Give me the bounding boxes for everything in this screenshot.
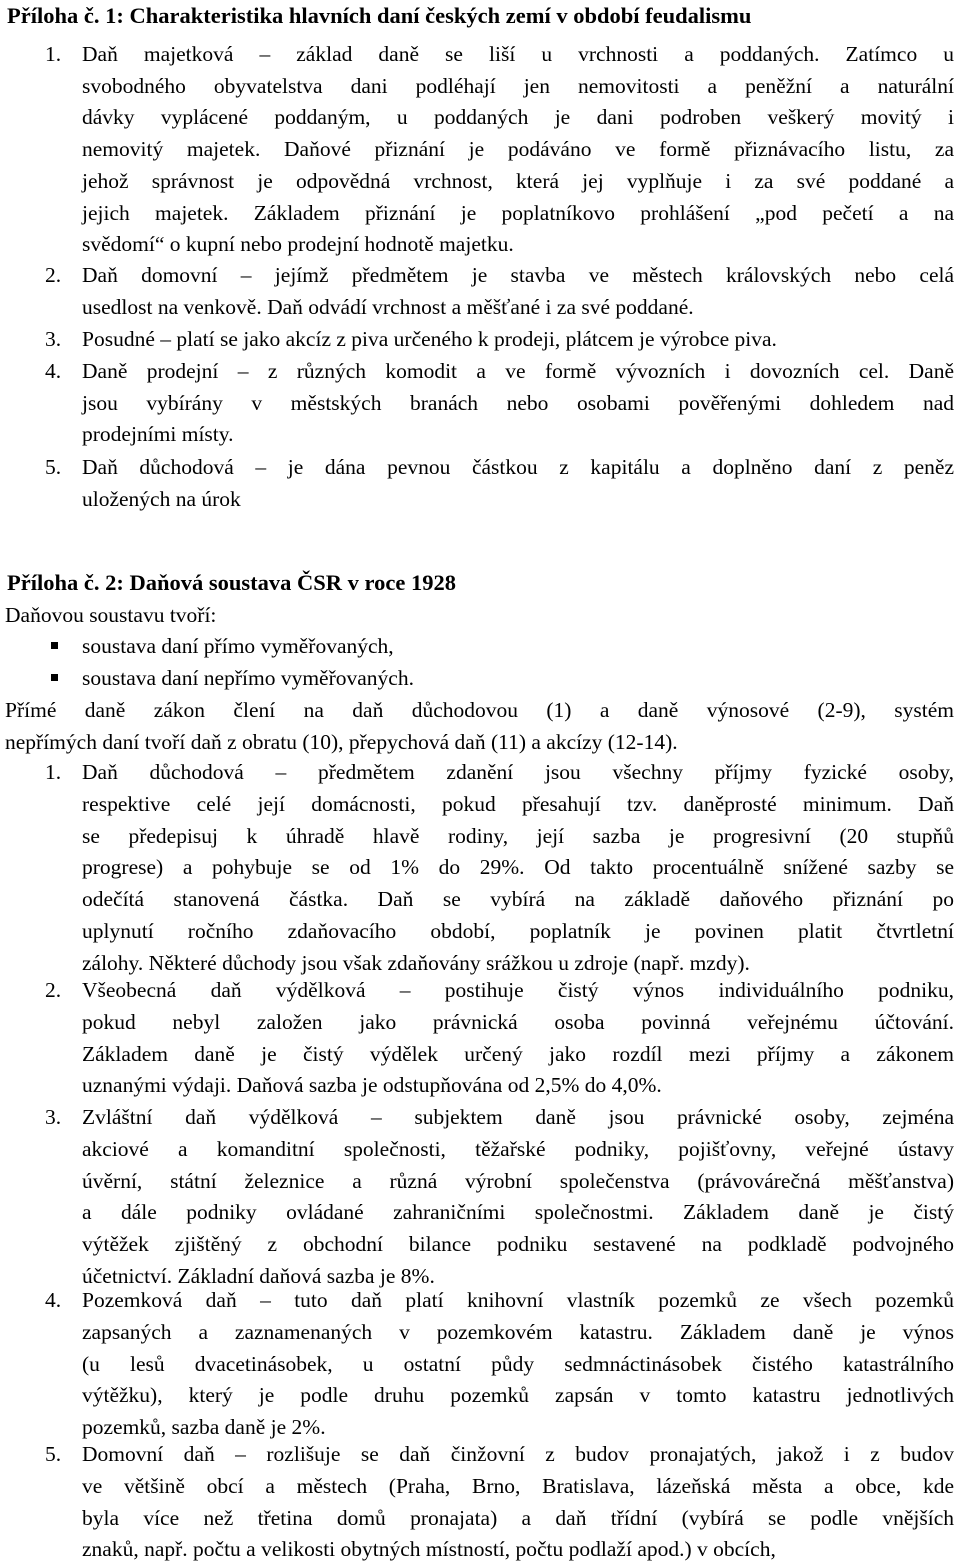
list-item-line: jsou vybírány v městských branách nebo osobami pověřenými dohledem nad <box>82 390 954 415</box>
list-item-line: uložených na úrok <box>82 486 241 511</box>
list-item-number: 3. <box>45 1105 62 1129</box>
list-item-line: uplynutí ročního zdaňovacího období, poplatník je povinen platit čtvrtletní <box>82 919 954 943</box>
list-item-line: pokud nebyl založen jako právnická osoba povinná veřejnému účtování. <box>82 1009 954 1034</box>
annex2-intro: Daňovou soustavu tvoří: <box>5 603 217 627</box>
bullet-square-icon <box>51 642 58 649</box>
list-item-line: Posudné – platí se jako akcíz z piva určeného k prodeji, plátcem je výrobce piva. <box>82 327 777 351</box>
list-item-line: úvěrní, státní železnice a různá výrobní společenstva (právovárečná měšťanstva) <box>82 1168 954 1193</box>
list-item-line: uznanými výdaji. Daňová sazba je odstupňována od 2,5% do 4,0%. <box>82 1073 662 1098</box>
list-item-line: (u lesů dvacetinásobek, u ostatní půdy sedmnáctinásobek čistého katastrálního <box>82 1351 954 1376</box>
list-item-line: Daň důchodová – je dána pevnou částkou z kapitálu a doplněno daní z peněz <box>82 455 954 479</box>
list-item-line: odečítá stanovená částka. Daň se vybírá na základě daňového přiznání po <box>82 887 954 912</box>
list-item-line: jehož správnost je odpovědná vrchnost, která jej vyplňuje i za své poddané a <box>82 168 954 193</box>
list-item-line: svědomí“ o kupní nebo prodejní hodnotě majetku. <box>82 232 514 257</box>
list-item-line: Daně prodejní – z různých komodit a ve formě vývozních i dovozních cel. Daně <box>82 359 954 383</box>
annex2-paragraph-line: Přímé daně zákon člení na daň důchodovou (1) a daně výnosové (2-9), systém <box>5 698 954 722</box>
list-item-number: 4. <box>45 1288 62 1312</box>
list-item-line: respektive celé její domácnosti, pokud přesahují tzv. daněprosté minimum. Daň <box>82 791 954 816</box>
annex1-title: Příloha č. 1: Charakteristika hlavních daní českých zemí v období feudalismu <box>7 3 752 28</box>
list-item-line: Pozemková daň – tuto daň platí knihovní vlastník pozemků ze všech pozemků <box>82 1288 954 1312</box>
list-item-line: výtěžku), který je podle druhu pozemků zapsán v tomto katastru jednotlivých <box>82 1383 954 1408</box>
bullet-square-icon <box>51 674 58 681</box>
list-item-line: nemovitý majetek. Daňové přiznání je podáváno ve formě přiznávacího listu, za <box>82 137 954 162</box>
annex2-title: Příloha č. 2: Daňová soustava ČSR v roce 1928 <box>7 570 456 595</box>
list-item-number: 3. <box>45 327 62 351</box>
list-item-number: 1. <box>45 42 62 66</box>
list-item-number: 5. <box>45 1442 62 1466</box>
list-item-line: pozemků, sazba daně je 2%. <box>82 1415 326 1440</box>
list-item-line: usedlost na venkově. Daň odvádí vrchnost a měšťané i za své poddané. <box>82 294 694 319</box>
list-item-line: zapsaných a zaznamenaných v pozemkovém katastru. Základem daně je výnos <box>82 1319 954 1344</box>
list-item-number: 2. <box>45 978 62 1002</box>
list-item-line: prodejními místy. <box>82 422 234 447</box>
list-item-line: Daň důchodová – předmětem zdanění jsou všechny příjmy fyzické osoby, <box>82 760 954 784</box>
list-item-number: 1. <box>45 760 62 784</box>
list-item-line: výtěžek zjištěný z obchodní bilance podniku sestavené na podkladě podvojného <box>82 1232 954 1257</box>
list-item-line: jejich majetek. Základem přiznání je poplatníkovo prohlášení „pod pečetí a na <box>82 200 954 225</box>
list-item-line: Domovní daň – rozlišuje se daň činžovní z budov pronajatých, jakož i z budov <box>82 1442 954 1466</box>
list-item-number: 2. <box>45 263 62 287</box>
bullet-item: soustava daní nepřímo vyměřovaných. <box>82 666 414 690</box>
list-item-line: ve většině obcí a městech (Praha, Brno, Bratislava, lázeňská města a obce, kde <box>82 1473 954 1498</box>
list-item-line: Všeobecná daň výdělková – postihuje čistý výnos individuálního podniku, <box>82 978 954 1002</box>
list-item-line: byla více než třetina domů pronajata) a daň třídní (vybírá se podle vnějších <box>82 1505 954 1530</box>
list-item-line: znaků, např. počtu a velikosti obytných místností, počtu podlaží apod.) v obcích, <box>82 1537 776 1562</box>
list-item-line: Daň domovní – jejímž předmětem je stavba ve městech královských nebo celá <box>82 263 954 287</box>
list-item-line: se předepisuj k úhradě hlavě rodiny, její sazba je progresivní (20 stupňů <box>82 823 954 848</box>
bullet-item: soustava daní přímo vyměřovaných, <box>82 634 394 658</box>
list-item-number: 5. <box>45 455 62 479</box>
list-item-number: 4. <box>45 359 62 383</box>
list-item-line: akciové a komanditní společnosti, těžařské podniky, pojišťovny, veřejné ústavy <box>82 1136 954 1161</box>
annex2-paragraph-line: nepřímých daní tvoří daň z obratu (10), přepychová daň (11) a akcízy (12-14). <box>5 730 678 754</box>
list-item-line: účetnictví. Základní daňová sazba je 8%. <box>82 1264 435 1288</box>
list-item-line: Zvláštní daň výdělková – subjektem daně jsou právnické osoby, zejména <box>82 1105 954 1129</box>
list-item-line: dávky vyplácené poddaným, u poddaných je dani podroben veškerý movitý i <box>82 105 954 130</box>
list-item-line: Daň majetková – základ daně se liší u vrchnosti a poddaných. Zatímco u <box>82 42 954 66</box>
list-item-line: progrese) a pohybuje se od 1% do 29%. Od takto procentuálně snížené sazby se <box>82 855 954 880</box>
list-item-line: zálohy. Některé důchody jsou však zdaňovány srážkou u zdroje (např. mzdy). <box>82 950 750 975</box>
list-item-line: svobodného obyvatelstva dani podléhají jen nemovitosti a peněžní a naturální <box>82 73 954 98</box>
list-item-line: Základem daně je čistý výdělek určený jako rozdíl mezi příjmy a zákonem <box>82 1041 954 1066</box>
list-item-line: a dále podniky ovládané zahraničními společnostmi. Základem daně je čistý <box>82 1200 954 1225</box>
